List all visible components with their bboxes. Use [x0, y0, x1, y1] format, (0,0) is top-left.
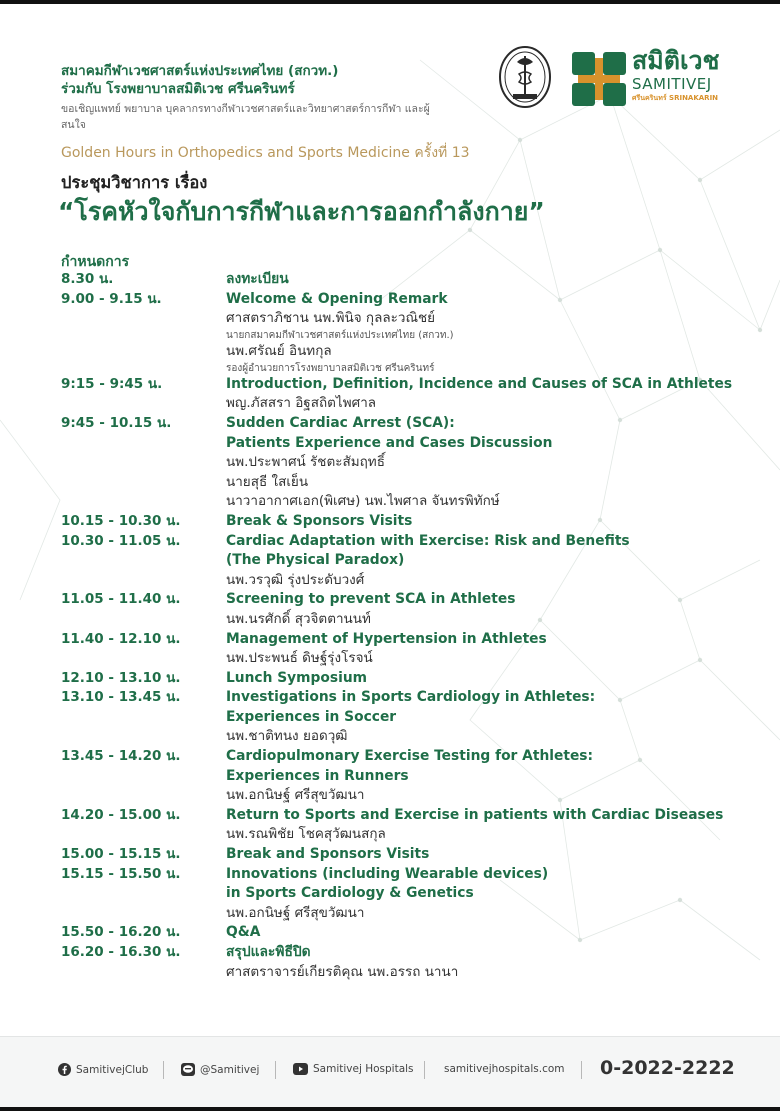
- speaker-name: นาวาอากาศเอก(พิเศษ) นพ.ไพศาล จันทรพิทักษ์: [226, 493, 500, 510]
- session-title: Sudden Cardiac Arrest (SCA):: [226, 414, 455, 431]
- session-time: 14.20 - 15.00 น.: [61, 806, 181, 823]
- session-title: Lunch Symposium: [226, 669, 368, 686]
- session-time: 11.40 - 12.10 น.: [61, 630, 181, 647]
- speaker-name: พญ.ภัสสรา อิฐสถิตไพศาล: [226, 395, 377, 412]
- website-url: samitivejhospitals.com: [444, 1063, 565, 1075]
- session-details: [226, 747, 761, 806]
- session-title: Management of Hypertension in Athletes: [226, 630, 547, 647]
- schedule-row: [61, 414, 761, 512]
- youtube-channel: Samitivej Hospitals: [313, 1063, 414, 1075]
- session-time: 13.45 - 14.20 น.: [61, 748, 181, 765]
- session-details: [226, 865, 761, 924]
- speaker-name: นพ.อกนิษฐ์ ศรีสุขวัฒนา: [226, 904, 365, 921]
- session-title: ลงทะเบียน: [226, 271, 289, 287]
- session-time: 12.10 - 13.10 น.: [61, 669, 181, 686]
- session-time: 15.00 - 15.15 น.: [61, 846, 181, 863]
- session-time: 10.30 - 11.05 น.: [61, 532, 181, 549]
- speaker-name: นพ.ศรัณย์ อินทกุล: [226, 342, 332, 359]
- schedule-row: [61, 590, 761, 629]
- session-title: Cardiopulmonary Exercise Testing for Athletes:: [226, 748, 594, 765]
- bottom-frame-border: [0, 1107, 780, 1111]
- session-time: 13.10 - 13.45 น.: [61, 689, 181, 706]
- session-title: Patients Experience and Cases Discussion: [226, 434, 553, 451]
- session-title: Cardiac Adaptation with Exercise: Risk and Benefits: [226, 532, 630, 549]
- session-title: Break and Sponsors Visits: [226, 846, 430, 863]
- footer-separator: [163, 1061, 164, 1079]
- session-title: Investigations in Sports Cardiology in Athletes:: [226, 689, 596, 706]
- session-details: [226, 806, 761, 845]
- session-title: Introduction, Definition, Incidence and Causes of SCA in Athletes: [226, 375, 733, 392]
- session-title: Return to Sports and Exercise in patients with Cardiac Diseases: [226, 806, 724, 823]
- session-title: สรุปและพิธีปิด: [226, 944, 311, 960]
- session-time: 8.30 น.: [61, 271, 114, 287]
- organizer-line-1: สมาคมกีฬาเวชศาสตร์แห่งประเทศไทย (สกวท.): [61, 63, 339, 79]
- schedule-heading: กำหนดการ: [61, 254, 130, 270]
- association-seal-icon: [497, 44, 553, 110]
- session-title: (The Physical Paradox): [226, 552, 405, 569]
- session-title: Innovations (including Wearable devices): [226, 865, 549, 882]
- session-title: Experiences in Soccer: [226, 708, 397, 725]
- schedule-row: [61, 943, 761, 982]
- session-details: [226, 290, 761, 375]
- brand-name-english: SAMITIVEJ: [632, 75, 712, 93]
- organizer-line-2: ร่วมกับ โรงพยาบาลสมิติเวช ศรีนครินทร์: [61, 81, 295, 97]
- session-title: Screening to prevent SCA in Athletes: [226, 591, 516, 608]
- footer-youtube[interactable]: [293, 1063, 414, 1075]
- event-title: “โรคหัวใจกับการกีฬาและการออกกำลังกาย”: [58, 197, 545, 226]
- speaker-name: ศาสตราภิชาน นพ.พินิจ กุลละวณิชย์: [226, 310, 436, 327]
- session-details: [226, 943, 761, 982]
- session-time: 9:15 - 9:45 น.: [61, 375, 163, 392]
- speaker-name: นพ.อกนิษฐ์ ศรีสุขวัฒนา: [226, 787, 365, 804]
- footer-bar: [0, 1036, 780, 1108]
- line-handle: @Samitivej: [200, 1063, 260, 1076]
- line-icon: [181, 1063, 195, 1076]
- session-time: 11.05 - 11.40 น.: [61, 591, 181, 608]
- speaker-name: นพ.ประพาศน์ รัชตะสัมฤทธิ์: [226, 454, 385, 471]
- speaker-name: นพ.ชาติทนง ยอดวุฒิ: [226, 728, 348, 745]
- schedule-row: [61, 270, 761, 290]
- brand-name-thai: สมิติเวช: [632, 46, 720, 75]
- speaker-position: นายกสมาคมกีฬาเวชศาสตร์แห่งประเทศไทย (สกวท.): [226, 329, 454, 341]
- brand-branch: ศรีนครินทร์ SRINAKARIN: [632, 94, 719, 102]
- footer-website-link[interactable]: [444, 1063, 565, 1075]
- session-title: Experiences in Runners: [226, 767, 409, 784]
- schedule-row: [61, 669, 761, 689]
- session-time: 10.15 - 10.30 น.: [61, 512, 181, 529]
- footer-line[interactable]: [181, 1063, 259, 1076]
- schedule-row: [61, 806, 761, 845]
- invitation-text: ขอเชิญแพทย์ พยาบาล บุคลากรทางกีฬาเวชศาสตร์และวิทยาศาสตร์การกีฬา และผู้สนใจ: [61, 103, 430, 131]
- schedule-list: [61, 270, 761, 982]
- session-details: [226, 845, 761, 865]
- speaker-name: นายสุธี ใสเย็น: [226, 473, 309, 490]
- session-time: 9:45 - 10.15 น.: [61, 414, 172, 431]
- session-details: [226, 669, 761, 689]
- session-details: [226, 532, 761, 591]
- schedule-row: [61, 512, 761, 532]
- session-details: [226, 414, 761, 512]
- footer-separator: [424, 1061, 425, 1079]
- organizers-block: [61, 62, 501, 133]
- footer-separator: [581, 1061, 582, 1079]
- schedule-row: [61, 630, 761, 669]
- session-time: 9.00 - 9.15 น.: [61, 290, 162, 307]
- schedule-row: [61, 865, 761, 924]
- session-time: 15.50 - 16.20 น.: [61, 924, 181, 941]
- schedule-row: [61, 290, 761, 375]
- session-details: [226, 688, 761, 747]
- schedule-row: [61, 845, 761, 865]
- schedule-row: [61, 923, 761, 943]
- session-title: Q&A: [226, 924, 261, 941]
- schedule-row: [61, 747, 761, 806]
- session-details: [226, 512, 761, 532]
- session-time: 15.15 - 15.50 น.: [61, 865, 181, 882]
- youtube-icon: [293, 1063, 308, 1075]
- event-pre-title: ประชุมวิชาการ เรื่อง: [61, 173, 208, 192]
- samitivej-logo: [572, 44, 742, 106]
- session-time: 16.20 - 16.30 น.: [61, 944, 181, 960]
- samitivej-cross-logo-icon: [572, 52, 626, 106]
- speaker-name: นพ.นรศักดิ์ สุวจิตตานนท์: [226, 610, 371, 627]
- session-details: [226, 375, 761, 414]
- poster: [0, 4, 780, 1036]
- phone-number[interactable]: 0-2022-2222: [600, 1057, 735, 1079]
- session-details: [226, 270, 761, 290]
- facebook-handle: SamitivejClub: [76, 1063, 149, 1076]
- session-title: in Sports Cardiology & Genetics: [226, 885, 474, 902]
- speaker-name: นพ.วรวุฒิ รุ่งประดับวงศ์: [226, 571, 365, 588]
- session-details: [226, 923, 761, 943]
- schedule-row: [61, 688, 761, 747]
- speaker-position: รองผู้อำนวยการโรงพยาบาลสมิติเวช ศรีนครินทร์: [226, 362, 435, 374]
- session-details: [226, 630, 761, 669]
- footer-separator: [275, 1061, 276, 1079]
- session-title: Welcome & Opening Remark: [226, 290, 448, 307]
- facebook-icon: [58, 1063, 71, 1076]
- speaker-name: ศาสตราจารย์เกียรติคุณ นพ.อรรถ นานา: [226, 963, 459, 980]
- session-details: [226, 590, 761, 629]
- session-title: Break & Sponsors Visits: [226, 512, 413, 529]
- schedule-row: [61, 375, 761, 414]
- event-series: Golden Hours in Orthopedics and Sports Medicine ครั้งที่ 13: [61, 145, 470, 161]
- footer-facebook[interactable]: [58, 1063, 148, 1076]
- schedule-row: [61, 532, 761, 591]
- speaker-name: นพ.ประพนธ์ ดิษฐ์รุ่งโรจน์: [226, 650, 373, 667]
- speaker-name: นพ.รณพิชัย โชคสุวัฒนสกุล: [226, 826, 386, 843]
